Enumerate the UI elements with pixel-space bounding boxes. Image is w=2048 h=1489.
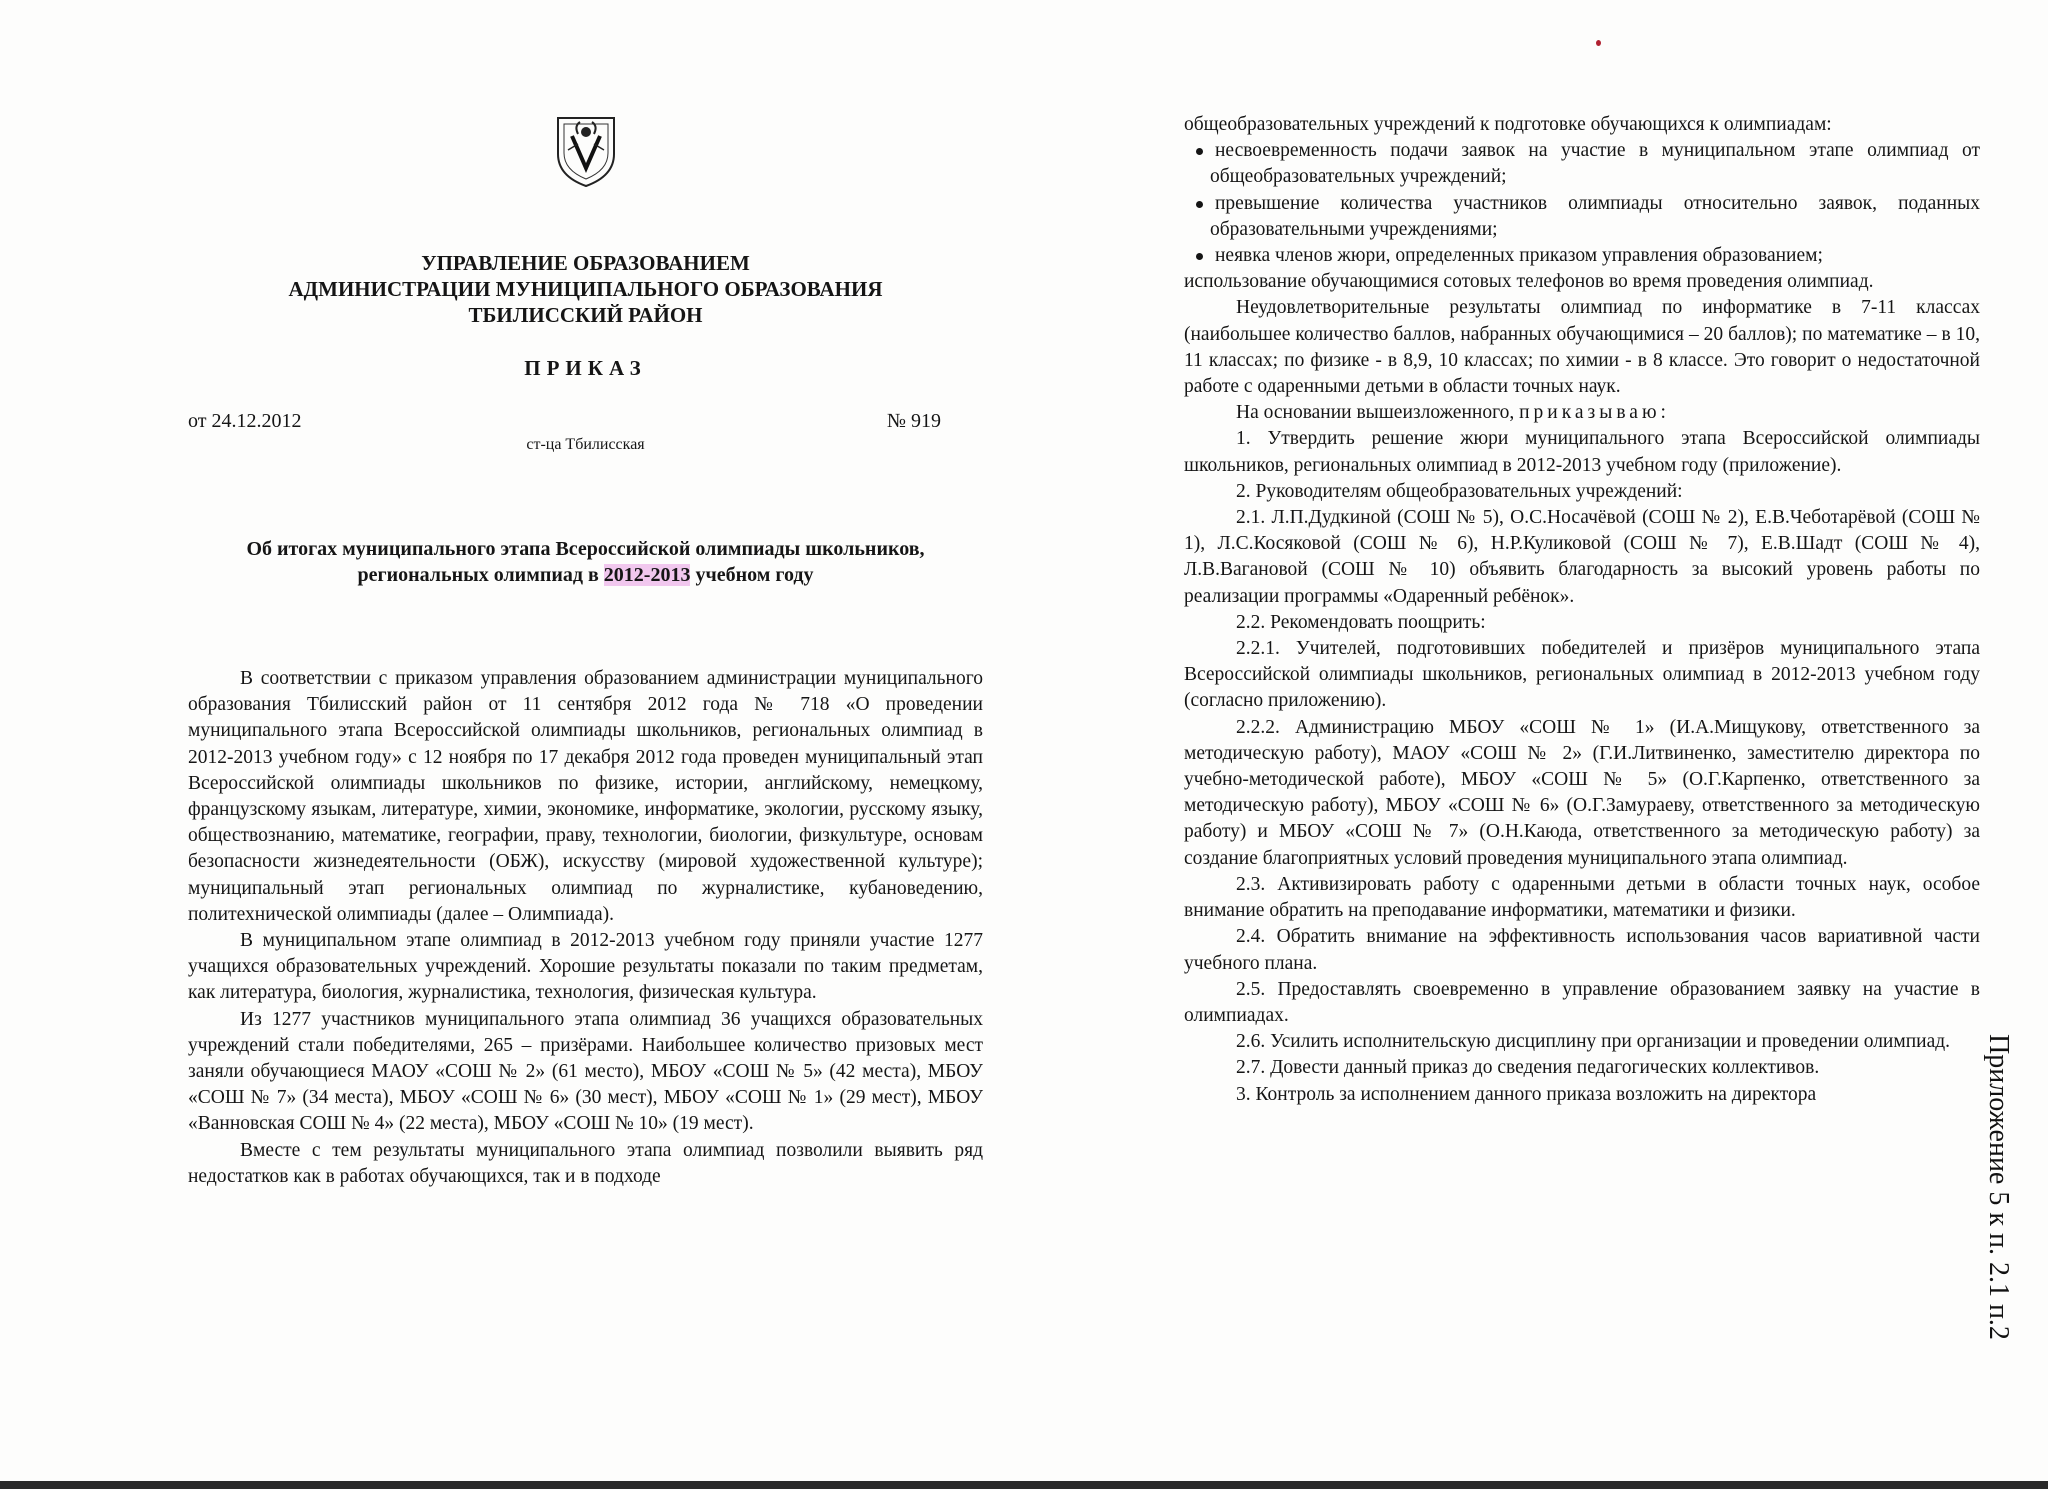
bullet-text: несвоевременность подачи заявок на участие в муниципальном этапе олимпиад от общеобразовательных учреждений; [1210, 140, 1980, 188]
organization-name [188, 250, 983, 328]
order-number: № 919 [886, 410, 941, 432]
org-line: ТБИЛИССКИЙ РАЙОН [468, 303, 703, 327]
document-type: ПРИКАЗ [524, 356, 647, 380]
order-item: 2.2. Рекомендовать поощрить: [1236, 611, 1486, 633]
bullet-icon [1196, 201, 1203, 208]
bullet-item [1184, 191, 1980, 243]
bullet-icon [1196, 253, 1203, 260]
order-item: 3. Контроль за исполнением данного приказа возложить на директора [1236, 1083, 1817, 1105]
org-line: УПРАВЛЕНИЕ ОБРАЗОВАНИЕМ [421, 251, 750, 275]
title-line: Об итогах муниципального этапа Всероссийской олимпиады школьников, [246, 538, 925, 560]
paragraph [1184, 400, 1980, 426]
bullet-text: неявка членов жюри, определенных приказом управления образованием; [1215, 245, 1823, 267]
paragraph: В муниципальном этапе олимпиад в 2012-2013 учебном году приняли участие 1277 учащихся образовательных учреждений. Хорошие результаты показали по таким предметам, как литература, биология, журналистика, технология, физическая культура. [188, 930, 983, 1004]
paragraph: В соответствии с приказом управления образованием администрации муниципального образования Тбилисский район от 11 сентября 2012 года № 718 «О проведении муниципального этапа Всероссийской олимпиады школьников, региональных олимпиад в 2012-2013 учебном году» с 12 ноября по 17 декабря 2012 года проведен муниципальный этап Всероссийской олимпиады школьников по физике, истории, английскому, немецкому, французскому языкам, литературе, химии, экономике, информатике, экологии, русскому языку, обществознанию, математике, географии, праву, технологии, биологии, физкультуре, основам безопасности жизнедеятельности (ОБЖ), искусству (мировой художественной культуре); муниципальный этап региональных олимпиад по журналистике, кубановедению, политехнической олимпиады (далее – Олимпиада). [188, 668, 983, 925]
order-item: 1. Утвердить решение жюри муниципального этапа Всероссийской олимпиады школьников, региональных олимпиад в 2012-2013 учебном году (приложение). [1184, 428, 1980, 476]
order-item: 2.6. Усилить исполнительскую дисциплину при организации и проведении олимпиад. [1236, 1031, 1951, 1053]
scan-speck [1596, 40, 1601, 46]
order-item: 2.4. Обратить внимание на эффективность использования часов вариативной части учебного плана. [1184, 926, 1980, 974]
title-text: учебном году [690, 564, 814, 586]
appendix-note [1978, 972, 2018, 1402]
appendix-note-text: Приложение 5 к п. 2.1 п.2 [1983, 1034, 2014, 1340]
document-title [188, 536, 983, 588]
order-item: 2. Руководителям общеобразовательных учреждений: [1236, 480, 1683, 502]
bullet-item [1184, 243, 1980, 269]
order-item: 2.5. Предоставлять своевременно в управление образованием заявку на участие в олимпиадах. [1184, 978, 1980, 1026]
bullet-icon [1196, 148, 1203, 155]
order-item: 2.3. Активизировать работу с одаренными детьми в области точных наук, особое внимание обратить на преподавание информатики, математики и физики. [1184, 873, 1980, 922]
order-item: 2.2.2. Администрацию МБОУ «СОШ № 1» (И.А.Мищукову, ответственного за методическую работу), МАОУ «СОШ № 2» (Г.И.Литвиненко, заместителю директора по учебно-методической работе), МБОУ «СОШ № 5» (О.Г.Карпенко, ответственного за методическую работу), МБОУ «СОШ № 6» (О.Г.Замураеву, ответственного за методическую работу) и МБОУ «СОШ № 7» (О.Н.Каюда, ответственного за методическую работу) за создание благоприятных условий проведения муниципального этапа олимпиад. [1184, 716, 1980, 869]
scan-border [0, 1481, 2048, 1489]
order-place: ст-ца Тбилисская [526, 436, 645, 453]
coat-of-arms-icon [554, 110, 618, 190]
paragraph: общеобразовательных учреждений к подготовке обучающихся к олимпиадам: [1184, 114, 1832, 135]
order-item: 2.1. Л.П.Дудкиной (СОШ № 5), О.С.Носачёвой (СОШ № 2), Е.В.Чеботарёвой (СОШ № 1), Л.С.Косяковой (СОШ № 6), Н.Р.Куликовой (СОШ № 7), Е.В.Шадт (СОШ № 4), Л.В.Вагановой (СОШ № 10) объявить благодарность за высокий уровень работы по реализации программы «Одаренный ребёнок». [1184, 507, 1980, 607]
highlighted-years: 2012-2013 [603, 564, 691, 586]
left-body [188, 666, 983, 1190]
paragraph: Неудовлетворительные результаты олимпиад по информатике в 7-11 классах (наибольшее количество баллов, набранных обучающимися – 20 баллов); по математике – в 10, 11 классах; по физике - в 8,9, 10 классах; по химии - в 8 классе. Это говорит о недостаточной работе с одаренными детьми в области точных наук. [1184, 297, 1980, 398]
paragraph: Вместе с тем результаты муниципального этапа олимпиад позволили выявить ряд недостатков как в работах обучающихся, так и в подходе [188, 1139, 983, 1187]
bullet-item [1184, 138, 1980, 190]
bullet-text: превышение количества участников олимпиады относительно заявок, поданных образовательными учреждениями; [1210, 192, 1980, 240]
order-item: 2.2.1. Учителей, подготовивших победителей и призёров муниципального этапа Всероссийской олимпиады школьников, региональных олимпиад в 2012-2013 учебном году (согласно приложению). [1184, 638, 1980, 712]
title-text: региональных олимпиад в [357, 564, 604, 586]
order-item: 2.7. Довести данный приказ до сведения педагогических коллективов. [1236, 1057, 1820, 1079]
basis-text: На основании вышеизложенного, [1236, 402, 1520, 424]
order-date: от 24.12.2012 [188, 410, 302, 432]
org-line: АДМИНИСТРАЦИИ МУНИЦИПАЛЬНОГО ОБРАЗОВАНИЯ [288, 277, 883, 301]
title-line [188, 562, 983, 588]
paragraph: Из 1277 участников муниципального этапа олимпиад 36 учащихся образовательных учреждений стали победителями, 265 – призёрами. Наибольшее количество призовых мест заняли обучающиеся МАОУ «СОШ № 2» (61 место), МБОУ «СОШ № 5» (42 места), МБОУ «СОШ № 7» (34 места), МБОУ «СОШ № 6» (30 мест), МБОУ «СОШ № 1» (29 мест), МБОУ «Ванновская СОШ № 4» (22 места), МБОУ «СОШ № 10» (19 мест). [188, 1008, 983, 1135]
paragraph: использование обучающимися сотовых телефонов во время проведения олимпиад. [1184, 271, 1874, 293]
order-verb: приказываю: [1519, 402, 1670, 424]
right-body [1184, 112, 1980, 1108]
